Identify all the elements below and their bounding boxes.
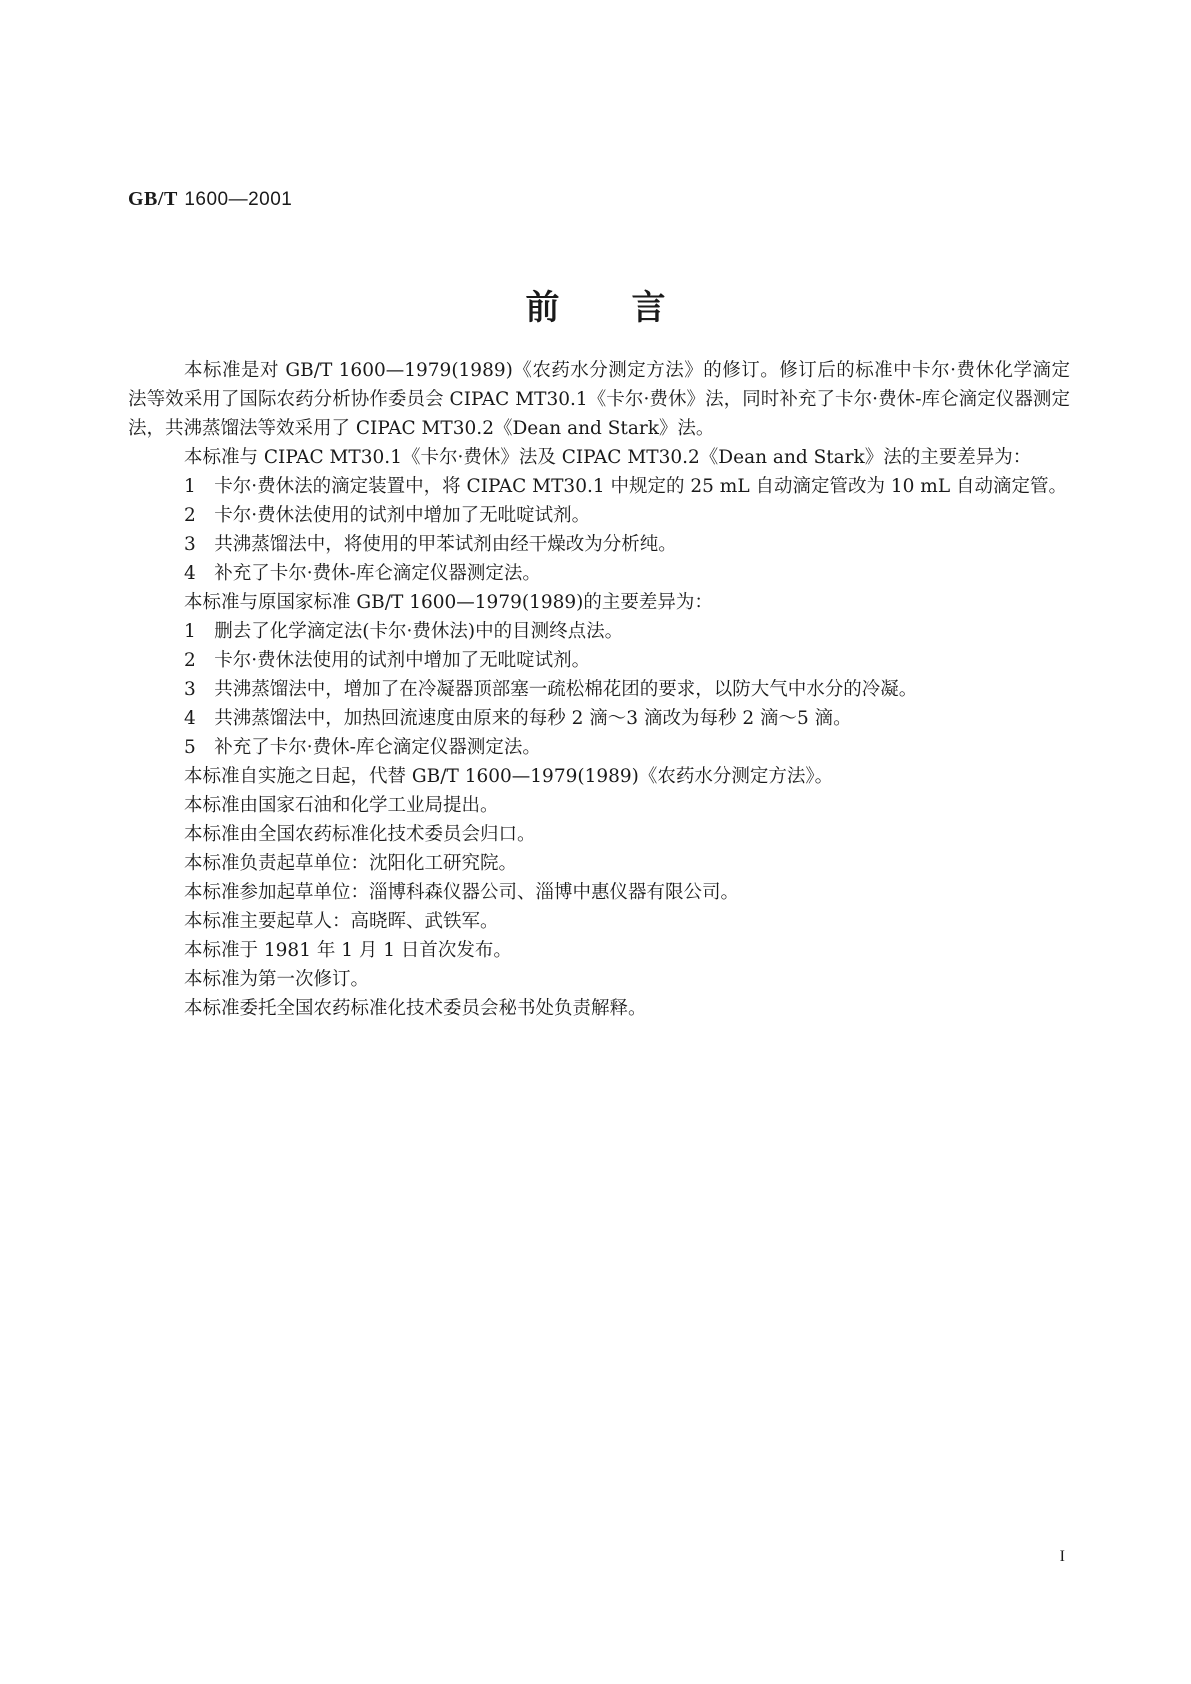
standard-code: GB/T <box>128 188 178 210</box>
paragraph: 本标准与 CIPAC MT30.1《卡尔·费休》法及 CIPAC MT30.2《Dean and Stark》法的主要差异为： <box>184 447 1032 468</box>
paragraph: 本标准于 1981 年 1 月 1 日首次发布。 <box>184 940 512 961</box>
paragraph: 本标准是对 GB/T 1600—1979(1989)《农药水分测定方法》的修订。修订后的标准中卡尔·费休化学滴定法等效采用了国际农药分析协作委员会 CIPAC MT30.1《卡尔·费休》法，同时补充了卡尔·费休-库仑滴定仪器测定法，共沸蒸馏法等效采用了 CIPAC MT30.2《Dean and Stark》法。 <box>128 360 1070 439</box>
paragraph: 本标准为第一次修订。 <box>184 969 370 990</box>
list-item: 1 删去了化学滴定法(卡尔·费休法)中的目测终点法。 <box>184 621 624 642</box>
page-title: 前言 <box>525 288 738 328</box>
paragraph: 本标准委托全国农药标准化技术委员会秘书处负责解释。 <box>184 998 647 1019</box>
page-number: I <box>1059 1548 1065 1565</box>
list-item: 2 卡尔·费休法使用的试剂中增加了无吡啶试剂。 <box>184 505 591 526</box>
paragraph: 本标准参加起草单位：淄博科森仪器公司、淄博中惠仪器有限公司。 <box>184 882 740 903</box>
paragraph: 本标准主要起草人：高晓晖、武铁军。 <box>184 911 499 932</box>
paragraph: 本标准由国家石油和化学工业局提出。 <box>184 795 499 816</box>
standard-header <box>128 188 292 211</box>
list-item: 4 共沸蒸馏法中，加热回流速度由原来的每秒 2 滴～3 滴改为每秒 2 滴～5 滴。 <box>184 708 852 729</box>
list-item: 3 共沸蒸馏法中，增加了在冷凝器顶部塞一疏松棉花团的要求，以防大气中水分的冷凝。 <box>184 679 918 700</box>
standard-number: 1600—2001 <box>184 189 293 210</box>
paragraph: 本标准负责起草单位：沈阳化工研究院。 <box>184 853 518 874</box>
list-item: 5 补充了卡尔·费休-库仑滴定仪器测定法。 <box>184 737 541 758</box>
paragraph: 本标准由全国农药标准化技术委员会归口。 <box>184 824 536 845</box>
list-item: 1 卡尔·费休法的滴定装置中，将 CIPAC MT30.1 中规定的 25 mL 自动滴定管改为 10 mL 自动滴定管。 <box>184 476 1068 497</box>
paragraph: 本标准自实施之日起，代替 GB/T 1600—1979(1989)《农药水分测定方法》。 <box>184 766 834 787</box>
list-item: 3 共沸蒸馏法中，将使用的甲苯试剂由经干燥改为分析纯。 <box>184 534 677 555</box>
paragraph: 本标准与原国家标准 GB/T 1600—1979(1989)的主要差异为： <box>184 592 713 613</box>
foreword-body <box>128 356 1070 1023</box>
list-item: 2 卡尔·费休法使用的试剂中增加了无吡啶试剂。 <box>184 650 591 671</box>
list-item: 4 补充了卡尔·费休-库仑滴定仪器测定法。 <box>184 563 541 584</box>
